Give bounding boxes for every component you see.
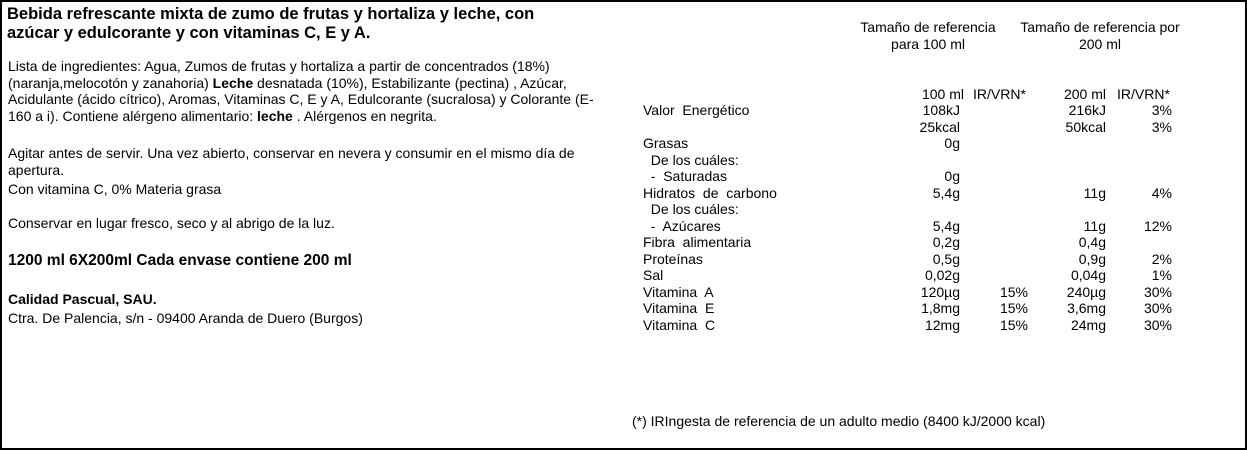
nutrient-ir-200ml: 2% (1151, 250, 1172, 267)
nutrient-name: Grasas (643, 135, 689, 151)
nutrient-value-200ml: 24mg (1070, 316, 1106, 333)
footnote: (*) IRIngesta de referencia de un adulto medio (8400 kJ/2000 kcal) (632, 413, 1046, 429)
nutrient-value-100ml: 12mg (924, 316, 960, 333)
col-header-ir-200: IR/VRN* (1117, 86, 1170, 102)
nutrient-value-100ml: 108kJ (922, 102, 960, 118)
nutrient-value-200ml: 240µg (1066, 283, 1106, 300)
nutrient-value-200ml: 3,6mg (1067, 300, 1106, 316)
nutrient-ir-100ml: 15% (999, 300, 1028, 316)
nutrient-value-200ml: 0,04g (1070, 267, 1106, 283)
nutrient-value-100ml: 5,4g (932, 217, 960, 234)
nutrient-value-100ml: 1,8mg (921, 300, 960, 316)
nutrient-name: Vitamina E (643, 300, 715, 316)
col-header-200ml: 200 ml (1063, 86, 1106, 102)
nutrient-name: Proteínas (643, 250, 703, 267)
nutrient-name: Hidratos de carbono (643, 184, 777, 201)
nutrient-name: Vitamina C (643, 316, 716, 333)
nutrient-value-200ml: 216kJ (1068, 102, 1106, 118)
company-address: Ctra. De Palencia, s/n - 09400 Aranda de Duero (Burgos) (8, 310, 363, 326)
ref-header-100-line-2: para 100 ml (891, 36, 965, 52)
ingredients-text-1: Lista de ingredientes: Agua, Zumos de frutas y hortaliza a partir de concentrados (18%) (naranja,melocotón y zanahoria) (8, 58, 550, 91)
nutrient-name: De los cuáles: (643, 151, 739, 168)
col-header-ir-100: IR/VRN* (973, 86, 1026, 102)
company-name: Calidad Pascual, SAU. (8, 291, 157, 307)
nutrient-ir-200ml: 30% (1143, 300, 1172, 316)
nutrient-value-100ml: 5,4g (932, 184, 960, 201)
ref-header-200-line-1: Tamaño de referencia por (1020, 19, 1180, 35)
nutrient-name: Fibra alimentaria (643, 234, 752, 250)
ingredients-text-3: . Alérgenos en negrita. (292, 107, 437, 124)
nutrient-ir-100ml: 15% (999, 316, 1028, 333)
nutrient-ir-100ml: 15% (999, 283, 1028, 300)
nutrient-ir-200ml: 4% (1151, 184, 1172, 201)
vitamin-note: Con vitamina C, 0% Materia grasa (8, 181, 222, 197)
package-size: 1200 ml 6X200ml Cada envase contiene 200 ml (8, 252, 352, 269)
storage-instructions: Agitar antes de servir. Una vez abierto, conservar en nevera y consumir en el mismo día de apertura. (8, 145, 575, 178)
nutrient-value-200ml: 11g (1083, 184, 1106, 201)
nutrient-value-100ml: 0g (944, 168, 960, 184)
nutrient-value-200ml: 0,4g (1078, 234, 1106, 250)
nutrient-ir-200ml: 30% (1143, 316, 1172, 333)
ref-header-200-line-2: 200 ml (1078, 36, 1122, 52)
nutrient-value-100ml: 120µg (920, 283, 960, 300)
ingredients-text-2: desnatada (10%), Estabilizante (pectina) , Azúcar, Acidulante (ácido cítrico), Aromas, Vitaminas C, E y A, Edulcorante (sucralosa) y Colorante (E-160 a i). Contiene alérgeno alimentario: (8, 74, 594, 124)
nutrient-name: Sal (643, 267, 664, 283)
nutrient-value-100ml: 0,02g (924, 267, 960, 283)
nutrient-value-100ml: 25kcal (919, 118, 960, 135)
product-title-line-1: Bebida refrescante mixta de zumo de frutas y hortaliza y leche, con (7, 5, 535, 23)
nutrient-value-100ml: 0,2g (932, 234, 960, 250)
nutrient-name: Valor Energético (643, 102, 750, 118)
product-title-line-2: azúcar y edulcorante y con vitaminas C, E y A. (7, 24, 371, 42)
nutrient-ir-200ml: 30% (1143, 283, 1172, 300)
nutrient-ir-200ml: 12% (1143, 217, 1172, 234)
nutrient-value-200ml: 0,9g (1078, 250, 1106, 267)
nutrient-ir-200ml: 3% (1151, 118, 1172, 135)
nutrient-value-200ml: 11g (1083, 217, 1106, 234)
allergen-milk-2: leche (257, 107, 293, 124)
ingredients-list (8, 58, 603, 124)
col-header-100ml: 100 ml (921, 86, 964, 102)
nutrient-ir-200ml: 1% (1151, 267, 1172, 283)
allergen-milk: Leche (212, 74, 254, 91)
nutrient-name: De los cuáles: (643, 201, 739, 217)
nutrient-name: - Saturadas (643, 168, 728, 184)
storage-conditions: Conservar en lugar fresco, seco y al abrigo de la luz. (8, 215, 335, 231)
nutrient-name: Vitamina A (643, 283, 714, 300)
nutrient-value-100ml: 0,5g (932, 250, 960, 267)
nutrient-value-200ml: 50kcal (1065, 118, 1106, 135)
nutrient-name: - Azúcares (643, 217, 721, 234)
nutrient-ir-200ml: 3% (1151, 102, 1172, 118)
nutrient-value-100ml: 0g (944, 135, 960, 151)
ref-header-100-line-1: Tamaño de referencia (860, 19, 996, 35)
